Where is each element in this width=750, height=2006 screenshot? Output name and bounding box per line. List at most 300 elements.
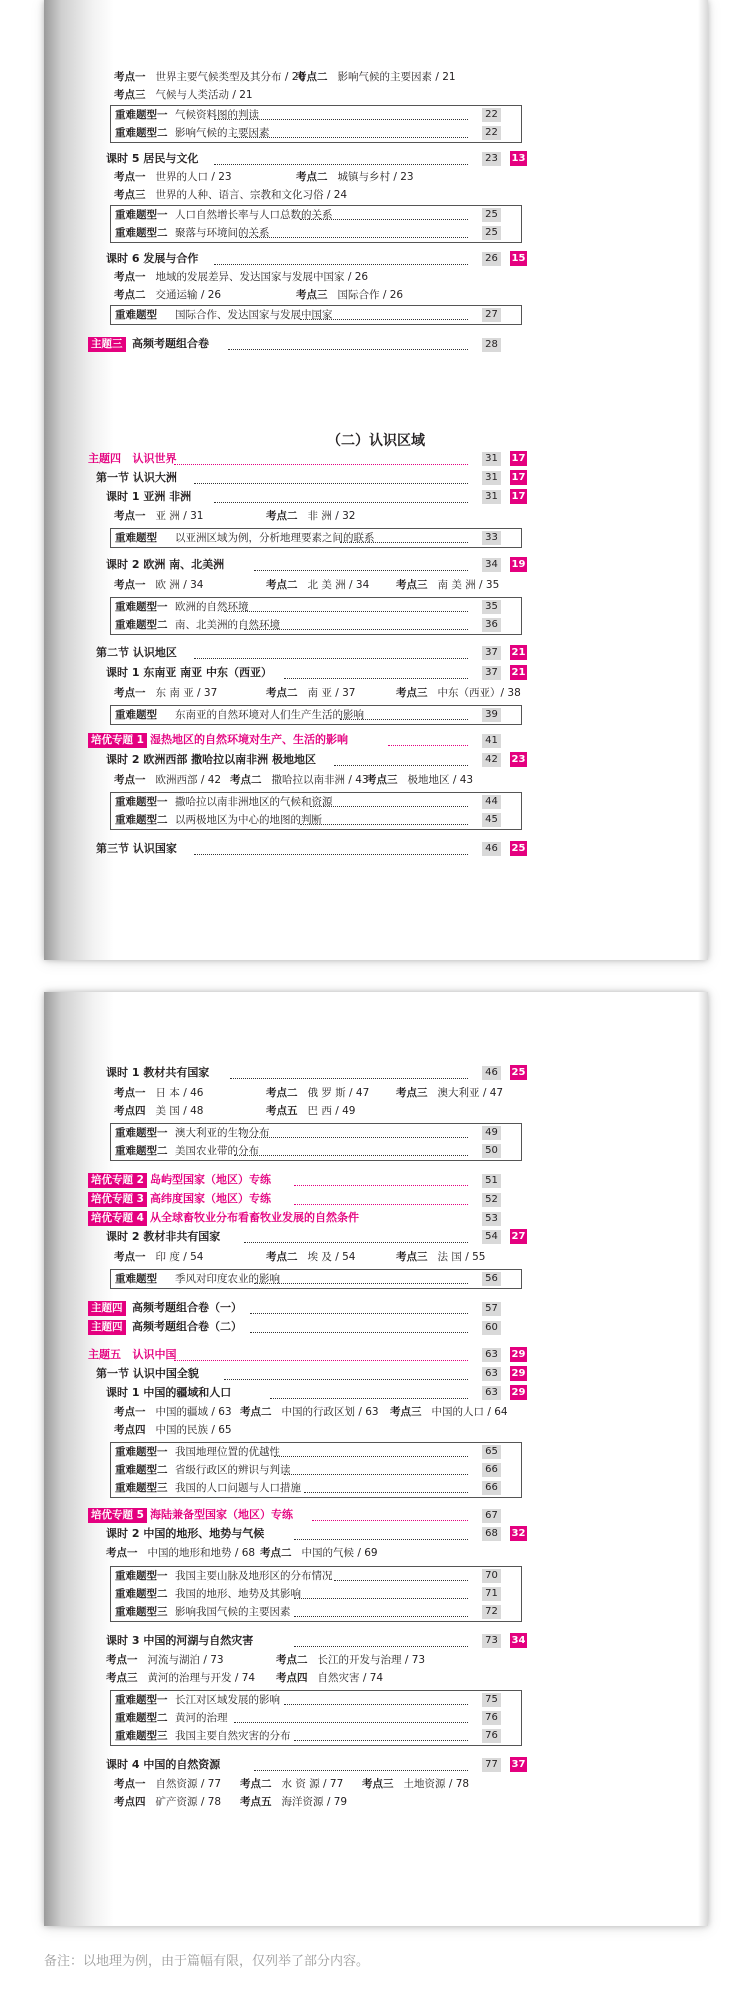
key-question-text: 黄河的治理 — [175, 1712, 228, 1724]
answer-page-badge: 17 — [511, 472, 526, 483]
kaodian-label: 考点一 — [106, 1547, 138, 1559]
kaodian-text: 澳大利亚 / 47 — [437, 1087, 504, 1099]
kaodian-label: 考点一 — [114, 579, 146, 591]
kaodian-text: 世界的人口 / 23 — [155, 171, 232, 183]
kaodian-text: 气候与人类活动 / 21 — [155, 89, 253, 101]
kaodian-row — [114, 507, 203, 525]
page-number: 68 — [482, 1527, 501, 1541]
kaodian-label: 考点四 — [114, 1796, 146, 1808]
lesson-heading[interactable]: 课时 2 教材非共有国家 — [106, 1230, 221, 1243]
kaodian-text: 日 本 / 46 — [155, 1087, 204, 1099]
kaodian-label: 考点二 — [296, 171, 328, 183]
theme-tag: 主题五 — [88, 1348, 121, 1361]
kaodian-row — [276, 1651, 425, 1669]
kaodian-row — [240, 1793, 347, 1811]
lesson-heading[interactable]: 课时 4 中国的自然资源 — [106, 1758, 221, 1771]
page-number: 71 — [482, 1587, 501, 1601]
kaodian-label: 考点三 — [396, 687, 428, 699]
kaodian-text: 南 美 洲 / 35 — [437, 579, 500, 591]
leader-dots — [174, 464, 468, 465]
page-number: 66 — [482, 1481, 501, 1495]
kaodian-row — [396, 1084, 503, 1102]
key-question-text: 以两极地区为中心的地图的判断 — [175, 814, 322, 826]
page-edge-shadow — [698, 992, 708, 1926]
lesson-heading[interactable]: 课时 5 居民与文化 — [106, 152, 199, 165]
page-number: 37 — [482, 666, 501, 680]
page-number: 46 — [482, 1066, 501, 1080]
kaodian-row — [266, 1084, 369, 1102]
kaodian-row — [296, 68, 456, 86]
lesson-heading[interactable]: 课时 1 东南亚 南亚 中东（西亚） — [106, 666, 272, 679]
special-topic-tag: 培优专题 3 — [88, 1192, 147, 1207]
answer-page-badge: 29 — [511, 1387, 526, 1398]
answer-page-badge: 17 — [511, 453, 526, 464]
leader-dots — [254, 1770, 468, 1771]
theme-title: 认识中国 — [132, 1348, 177, 1361]
kaodian-row — [114, 186, 347, 204]
theme-heading[interactable] — [88, 1346, 177, 1364]
key-question-label: 重难题型 — [115, 532, 157, 544]
leader-dots — [194, 658, 468, 659]
answer-page-badge: 32 — [511, 1528, 526, 1539]
kaodian-row — [114, 268, 368, 286]
theme-tag: 主题四 — [88, 452, 121, 465]
kaodian-text: 俄 罗 斯 / 47 — [307, 1087, 370, 1099]
kaodian-text: 世界主要气候类型及其分布 / 20 — [155, 71, 306, 83]
key-question-label: 重难题型一 — [115, 1446, 168, 1458]
leader-dots — [340, 719, 468, 720]
key-question-label: 重难题型一 — [115, 796, 168, 808]
key-question-label: 重难题型 — [115, 709, 157, 721]
leader-dots — [312, 1520, 468, 1521]
kaodian-row — [390, 1403, 508, 1421]
page-number: 22 — [482, 108, 501, 122]
leader-dots — [300, 319, 468, 320]
kaodian-label: 考点一 — [114, 1778, 146, 1790]
leader-dots — [310, 806, 468, 807]
special-topic-title[interactable]: 从全球畜牧业分布看畜牧业发展的自然条件 — [150, 1211, 359, 1224]
kaodian-label: 考点三 — [396, 579, 428, 591]
lesson-heading[interactable]: 课时 1 中国的疆域和人口 — [106, 1386, 232, 1399]
kaodian-label: 考点三 — [390, 1406, 422, 1418]
kaodian-label: 考点二 — [266, 1087, 298, 1099]
key-question-text: 影响气候的主要因素 — [175, 127, 270, 139]
page-number: 39 — [482, 708, 501, 722]
kaodian-row — [114, 1084, 203, 1102]
kaodian-text: 中国的行政区划 / 63 — [281, 1406, 379, 1418]
page-number: 22 — [482, 126, 501, 140]
special-topic-tag: 培优专题 1 — [88, 733, 147, 748]
kaodian-text: 自然资源 / 77 — [155, 1778, 222, 1790]
page-number: 67 — [482, 1509, 501, 1523]
special-topic-title[interactable]: 岛屿型国家（地区）专练 — [150, 1173, 271, 1186]
key-question-row[interactable] — [111, 793, 521, 811]
key-question-row[interactable] — [111, 1461, 521, 1479]
leader-dots — [294, 1539, 468, 1540]
kaodian-label: 考点一 — [114, 1087, 146, 1099]
leader-dots — [250, 1313, 468, 1314]
key-question-text: 我国的地形、地势及其影响 — [175, 1588, 301, 1600]
key-question-label: 重难题型三 — [115, 1606, 168, 1618]
kaodian-text: 国际合作 / 26 — [337, 289, 404, 301]
leader-dots — [244, 1137, 468, 1138]
page-number: 31 — [482, 452, 501, 466]
key-question-label: 重难题型一 — [115, 601, 168, 613]
answer-page-badge: 21 — [511, 667, 526, 678]
key-question-text: 南、北美洲的自然环境 — [175, 619, 280, 631]
lesson-heading[interactable]: 课时 2 中国的地形、地势与气候 — [106, 1527, 265, 1540]
kaodian-label: 考点三 — [106, 1672, 138, 1684]
page-number: 56 — [482, 1272, 501, 1286]
lesson-heading[interactable]: 课时 6 发展与合作 — [106, 252, 199, 265]
kaodian-row — [366, 771, 473, 789]
key-question-label: 重难题型三 — [115, 1730, 168, 1742]
key-question-label: 重难题型二 — [115, 1464, 168, 1476]
kaodian-row — [240, 1775, 343, 1793]
key-question-box — [110, 528, 522, 548]
key-question-row[interactable] — [111, 1603, 521, 1621]
kaodian-label: 考点二 — [240, 1406, 272, 1418]
leader-dots — [254, 570, 468, 571]
kaodian-label: 考点四 — [114, 1105, 146, 1117]
key-question-text: 我国主要山脉及地形区的分布情况 — [175, 1570, 333, 1582]
key-question-text: 美国农业带的分布 — [175, 1145, 259, 1157]
special-topic-title[interactable]: 高纬度国家（地区）专练 — [150, 1192, 271, 1205]
kaodian-text: 自然灾害 / 74 — [317, 1672, 384, 1684]
kaodian-label: 考点三 — [114, 89, 146, 101]
page-number: 57 — [482, 1302, 501, 1316]
key-question-row[interactable] — [111, 1142, 521, 1160]
kaodian-text: 中国的地形和地势 / 68 — [147, 1547, 256, 1559]
key-question-row[interactable] — [111, 1567, 521, 1585]
special-topic-tag: 培优专题 2 — [88, 1173, 147, 1188]
page-number: 31 — [482, 490, 501, 504]
kaodian-row — [396, 1248, 485, 1266]
kaodian-row — [266, 507, 355, 525]
leader-dots — [304, 1492, 468, 1493]
kaodian-label: 考点三 — [396, 1251, 428, 1263]
page-number: 72 — [482, 1605, 501, 1619]
answer-page-badge: 15 — [511, 253, 526, 264]
key-question-label: 重难题型 — [115, 1273, 157, 1285]
key-question-label: 重难题型一 — [115, 209, 168, 221]
leader-dots — [284, 678, 468, 679]
key-question-text: 省级行政区的辨识与判读 — [175, 1464, 291, 1476]
key-question-box — [110, 1566, 522, 1622]
kaodian-row — [106, 1544, 255, 1562]
kaodian-text: 地域的发展差异、发达国家与发展中国家 / 26 — [155, 271, 369, 283]
kaodian-text: 海洋资源 / 79 — [281, 1796, 348, 1808]
special-topic-tag: 培优专题 4 — [88, 1211, 147, 1226]
answer-page-badge: 25 — [511, 1067, 526, 1078]
key-question-row[interactable] — [111, 1709, 521, 1727]
kaodian-label: 考点一 — [114, 171, 146, 183]
kaodian-text: 美 国 / 48 — [155, 1105, 204, 1117]
page-number: 50 — [482, 1144, 501, 1158]
page-number: 25 — [482, 226, 501, 240]
page-number: 27 — [482, 308, 501, 322]
kaodian-label: 考点二 — [266, 579, 298, 591]
page-number: 66 — [482, 1463, 501, 1477]
kaodian-text: 印 度 / 54 — [155, 1251, 204, 1263]
key-question-label: 重难题型二 — [115, 814, 168, 826]
leader-dots — [250, 1332, 468, 1333]
leader-dots — [300, 219, 468, 220]
kaodian-row — [114, 771, 221, 789]
leader-dots — [294, 1185, 468, 1186]
page-number: 25 — [482, 208, 501, 222]
leader-dots — [284, 1474, 468, 1475]
special-topic-title[interactable]: 湿热地区的自然环境对生产、生活的影响 — [150, 733, 348, 746]
key-question-row[interactable] — [111, 124, 521, 142]
key-question-box — [110, 1690, 522, 1746]
kaodian-label: 考点二 — [230, 774, 262, 786]
key-question-label: 重难题型二 — [115, 1588, 168, 1600]
kaodian-text: 非 洲 / 32 — [307, 510, 356, 522]
theme-title[interactable]: 高频考题组合卷（一） — [132, 1301, 242, 1314]
answer-page-badge: 23 — [511, 754, 526, 765]
lesson-heading[interactable]: 课时 1 亚洲 非洲 — [106, 490, 192, 503]
page-number: 33 — [482, 531, 501, 545]
key-question-row[interactable] — [111, 1727, 521, 1745]
section-heading[interactable]: 第一节 认识中国全貌 — [96, 1367, 199, 1380]
kaodian-row — [114, 684, 217, 702]
answer-page-badge: 13 — [511, 153, 526, 164]
kaodian-text: 东 南 亚 / 37 — [155, 687, 218, 699]
kaodian-label: 考点二 — [266, 1251, 298, 1263]
kaodian-row — [114, 68, 305, 86]
page-number: 77 — [482, 1758, 501, 1772]
answer-page-badge: 25 — [511, 843, 526, 854]
kaodian-text: 土地资源 / 78 — [403, 1778, 470, 1790]
page-number: 42 — [482, 753, 501, 767]
page-number: 36 — [482, 618, 501, 632]
page-number: 41 — [482, 734, 501, 748]
kaodian-label: 考点一 — [114, 71, 146, 83]
key-question-row[interactable] — [111, 811, 521, 829]
key-question-row[interactable] — [111, 1479, 521, 1497]
kaodian-label: 考点四 — [276, 1672, 308, 1684]
key-question-row[interactable] — [111, 224, 521, 242]
kaodian-text: 影响气候的主要因素 / 21 — [337, 71, 456, 83]
page-number: 54 — [482, 1230, 501, 1244]
theme-tag: 主题四 — [88, 1320, 126, 1335]
page-number: 73 — [482, 1634, 501, 1648]
kaodian-label: 考点一 — [114, 774, 146, 786]
lesson-heading[interactable]: 课时 3 中国的河湖与自然灾害 — [106, 1634, 254, 1647]
key-question-row[interactable] — [111, 306, 521, 324]
page-number: 76 — [482, 1729, 501, 1743]
kaodian-row — [114, 1421, 232, 1439]
kaodian-text: 北 美 洲 / 34 — [307, 579, 370, 591]
leader-dots — [214, 119, 468, 120]
page-number: 51 — [482, 1174, 501, 1188]
key-question-label: 重难题型二 — [115, 1145, 168, 1157]
lesson-heading[interactable]: 课时 1 教材共有国家 — [106, 1066, 210, 1079]
key-question-text: 气候资料图的判读 — [175, 109, 259, 121]
key-question-text: 我国的人口问题与人口措施 — [175, 1482, 301, 1494]
page-number: 34 — [482, 558, 501, 572]
kaodian-row — [114, 168, 232, 186]
leader-dots — [294, 1204, 468, 1205]
leader-dots — [214, 264, 468, 265]
key-question-text: 国际合作、发达国家与发展中国家 — [175, 309, 333, 321]
leader-dots — [174, 1360, 468, 1361]
key-question-text: 季风对印度农业的影响 — [175, 1273, 280, 1285]
kaodian-text: 河流与湖泊 / 73 — [147, 1654, 224, 1666]
leader-dots — [244, 1242, 468, 1243]
kaodian-text: 矿产资源 / 78 — [155, 1796, 222, 1808]
kaodian-text: 城镇与乡村 / 23 — [337, 171, 414, 183]
kaodian-row — [114, 1248, 203, 1266]
key-question-row[interactable] — [111, 616, 521, 634]
kaodian-text: 交通运输 / 26 — [155, 289, 222, 301]
page-number: 49 — [482, 1126, 501, 1140]
theme-title[interactable]: 高频考题组合卷 — [132, 337, 209, 350]
key-question-box — [110, 1269, 522, 1289]
kaodian-label: 考点二 — [114, 289, 146, 301]
key-question-text: 人口自然增长率与人口总数的关系 — [175, 209, 333, 221]
key-question-label: 重难题型二 — [115, 227, 168, 239]
kaodian-text: 中国的气候 / 69 — [301, 1547, 378, 1559]
kaodian-text: 中国的人口 / 64 — [431, 1406, 508, 1418]
key-question-text: 澳大利亚的生物分布 — [175, 1127, 270, 1139]
kaodian-label: 考点四 — [114, 1424, 146, 1436]
theme-title: 认识世界 — [132, 452, 177, 465]
kaodian-row — [362, 1775, 469, 1793]
kaodian-label: 考点三 — [114, 189, 146, 201]
key-question-row[interactable] — [111, 206, 521, 224]
kaodian-row — [230, 771, 369, 789]
leader-dots — [224, 611, 468, 612]
kaodian-label: 考点二 — [266, 687, 298, 699]
leader-dots — [284, 1704, 468, 1705]
kaodian-row — [266, 1248, 355, 1266]
kaodian-label: 考点二 — [266, 510, 298, 522]
section-title: （二）认识区域 — [327, 433, 425, 449]
kaodian-text: 中东（西亚）/ 38 — [437, 687, 521, 699]
leader-dots — [234, 1722, 468, 1723]
key-question-label: 重难题型一 — [115, 109, 168, 121]
page-edge-shadow — [698, 0, 708, 960]
key-question-text: 欧洲的自然环境 — [175, 601, 249, 613]
leader-dots — [214, 164, 468, 165]
leader-dots — [228, 349, 468, 350]
page-number: 60 — [482, 1321, 501, 1335]
key-question-label: 重难题型三 — [115, 1482, 168, 1494]
section-heading[interactable]: 第一节 认识大洲 — [96, 471, 177, 484]
kaodian-label: 考点一 — [114, 1406, 146, 1418]
kaodian-row — [266, 576, 369, 594]
answer-page-badge: 29 — [511, 1349, 526, 1360]
kaodian-text: 中国的民族 / 65 — [155, 1424, 232, 1436]
leader-dots — [240, 237, 468, 238]
key-question-text: 我国地理位置的优越性 — [175, 1446, 280, 1458]
lesson-heading[interactable]: 课时 2 欧洲 南、北美洲 — [106, 558, 225, 571]
answer-page-badge: 37 — [511, 1759, 526, 1770]
kaodian-row — [106, 1651, 224, 1669]
key-question-row[interactable] — [111, 1270, 521, 1288]
kaodian-text: 撒哈拉以南非洲 / 43 — [271, 774, 369, 786]
key-question-row[interactable] — [111, 1585, 521, 1603]
page-number: 63 — [482, 1348, 501, 1362]
answer-page-badge: 19 — [511, 559, 526, 570]
key-question-box — [110, 1442, 522, 1498]
kaodian-label: 考点一 — [114, 687, 146, 699]
page-spine-shadow — [44, 992, 114, 1926]
kaodian-row — [266, 1102, 355, 1120]
lesson-heading[interactable]: 课时 2 欧洲西部 撒哈拉以南非洲 极地地区 — [106, 753, 316, 766]
kaodian-text: 极地地区 / 43 — [407, 774, 474, 786]
key-question-label: 重难题型二 — [115, 619, 168, 631]
page-number: 63 — [482, 1386, 501, 1400]
kaodian-text: 南 亚 / 37 — [307, 687, 356, 699]
key-question-text: 我国主要自然灾害的分布 — [175, 1730, 291, 1742]
key-question-row[interactable] — [111, 598, 521, 616]
special-topic-title[interactable]: 海陆兼备型国家（地区）专练 — [150, 1508, 293, 1521]
kaodian-label: 考点五 — [240, 1796, 272, 1808]
section-heading[interactable]: 第三节 认识国家 — [96, 842, 177, 855]
theme-tag: 主题四 — [88, 1301, 126, 1316]
kaodian-row — [114, 576, 203, 594]
kaodian-row — [260, 1544, 378, 1562]
theme-title[interactable]: 高频考题组合卷（二） — [132, 1320, 242, 1333]
page-number: 45 — [482, 813, 501, 827]
kaodian-row — [106, 1669, 255, 1687]
kaodian-text: 法 国 / 55 — [437, 1251, 486, 1263]
leader-dots — [334, 1580, 468, 1581]
key-question-row[interactable] — [111, 1691, 521, 1709]
key-question-row[interactable] — [111, 1443, 521, 1461]
kaodian-row — [114, 1793, 221, 1811]
section-heading[interactable]: 第二节 认识地区 — [96, 646, 177, 659]
kaodian-row — [396, 576, 499, 594]
kaodian-text: 亚 洲 / 31 — [155, 510, 204, 522]
leader-dots — [244, 629, 468, 630]
kaodian-label: 考点二 — [276, 1654, 308, 1666]
kaodian-label: 考点三 — [296, 289, 328, 301]
kaodian-row — [114, 286, 221, 304]
key-question-row[interactable] — [111, 529, 521, 547]
leader-dots — [194, 483, 468, 484]
leader-dots — [234, 1155, 468, 1156]
kaodian-label: 考点一 — [114, 1251, 146, 1263]
kaodian-row — [296, 286, 403, 304]
leader-dots — [230, 1078, 468, 1079]
page-number: 53 — [482, 1212, 501, 1226]
theme-heading[interactable] — [88, 450, 177, 468]
key-question-row[interactable] — [111, 106, 521, 124]
kaodian-row — [296, 168, 414, 186]
page-number: 37 — [482, 646, 501, 660]
kaodian-label: 考点二 — [240, 1778, 272, 1790]
leader-dots — [194, 854, 468, 855]
key-question-row[interactable] — [111, 706, 521, 724]
kaodian-row — [396, 684, 521, 702]
key-question-label: 重难题型一 — [115, 1570, 168, 1582]
key-question-label: 重难题型一 — [115, 1694, 168, 1706]
leader-dots — [294, 1740, 468, 1741]
key-question-row[interactable] — [111, 1124, 521, 1142]
kaodian-text: 埃 及 / 54 — [307, 1251, 356, 1263]
kaodian-text: 水 资 源 / 77 — [281, 1778, 344, 1790]
leader-dots — [300, 824, 468, 825]
footnote: 备注：以地理为例，由于篇幅有限，仅列举了部分内容。 — [44, 1954, 370, 1969]
key-question-label: 重难题型二 — [115, 127, 168, 139]
kaodian-row — [114, 1102, 203, 1120]
key-question-label: 重难题型二 — [115, 1712, 168, 1724]
leader-dots — [214, 502, 468, 503]
